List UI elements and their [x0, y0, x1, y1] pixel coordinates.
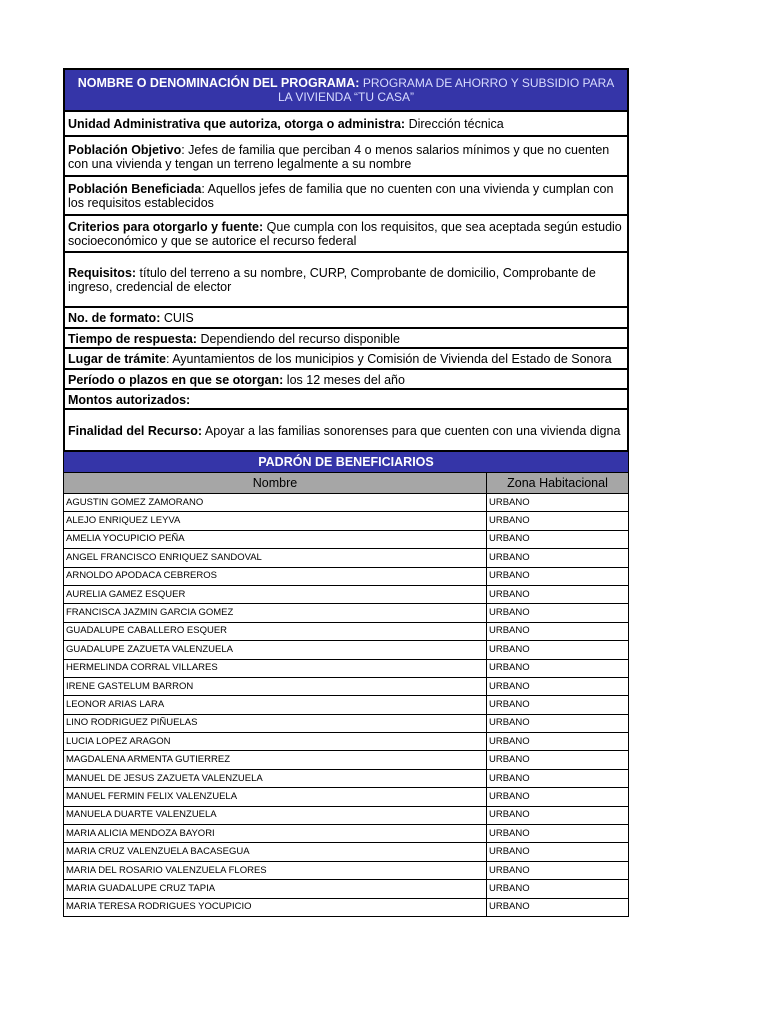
table-row: [64, 806, 629, 824]
beneficiaries-table: [63, 493, 629, 917]
beneficiary-zona: URBANO: [487, 696, 629, 714]
beneficiary-zona: URBANO: [487, 549, 629, 567]
field-finalidad: [63, 410, 629, 452]
table-row: [64, 567, 629, 585]
beneficiary-name: MARIA ALICIA MENDOZA BAYORI: [64, 825, 487, 843]
beneficiary-name: AMELIA YOCUPICIO PEÑA: [64, 530, 487, 548]
field-lugar: [63, 349, 629, 370]
table-row: [64, 659, 629, 677]
beneficiary-zona: URBANO: [487, 861, 629, 879]
table-row: [64, 843, 629, 861]
beneficiary-name: LUCIA LOPEZ ARAGON: [64, 733, 487, 751]
field-value: Que cumpla con los requisitos, que sea aceptada según estudio socioeconómico y que se autorice el recurso federal: [68, 220, 622, 248]
field-requisitos: [63, 253, 629, 308]
beneficiary-name: MARIA DEL ROSARIO VALENZUELA FLORES: [64, 861, 487, 879]
field-label: Montos autorizados:: [68, 392, 191, 407]
beneficiary-name: MANUEL DE JESUS ZAZUETA VALENZUELA: [64, 769, 487, 787]
beneficiary-zona: URBANO: [487, 898, 629, 916]
field-value: título del terreno a su nombre, CURP, Comprobante de domicilio, Comprobante de ingreso, credencial de elector: [68, 266, 596, 294]
table-row: [64, 549, 629, 567]
field-label: Población Beneficiada: [68, 182, 202, 196]
table-row: [64, 733, 629, 751]
program-sheet: [63, 68, 629, 917]
beneficiary-name: LEONOR ARIAS LARA: [64, 696, 487, 714]
table-row: [64, 880, 629, 898]
table-row: [64, 788, 629, 806]
beneficiary-zona: URBANO: [487, 769, 629, 787]
beneficiary-zona: URBANO: [487, 880, 629, 898]
beneficiary-zona: URBANO: [487, 825, 629, 843]
field-value: : Aquellos jefes de familia que no cuenten con una vivienda y cumplan con los requisitos establecidos: [68, 182, 614, 210]
beneficiary-name: MARIA CRUZ VALENZUELA BACASEGUA: [64, 843, 487, 861]
field-poblacion-objetivo: [63, 137, 629, 177]
beneficiary-name: ARNOLDO APODACA CEBREROS: [64, 567, 487, 585]
beneficiary-zona: URBANO: [487, 659, 629, 677]
beneficiary-zona: URBANO: [487, 733, 629, 751]
beneficiary-zona: URBANO: [487, 843, 629, 861]
field-label: Período o plazos en que se otorgan:: [68, 372, 284, 387]
beneficiary-name: HERMELINDA CORRAL VILLARES: [64, 659, 487, 677]
field-tiempo: [63, 329, 629, 349]
table-row: [64, 825, 629, 843]
beneficiary-zona: URBANO: [487, 494, 629, 512]
table-row: [64, 641, 629, 659]
beneficiary-zona: URBANO: [487, 567, 629, 585]
field-value: : Jefes de familia que perciban 4 o menos salarios mínimos y que no cuenten con una vivienda y tengan un terreno legalmente a su nombre: [68, 142, 610, 171]
table-row: [64, 769, 629, 787]
beneficiary-name: LINO RODRIGUEZ PIÑUELAS: [64, 714, 487, 732]
table-row: [64, 751, 629, 769]
field-unidad: [63, 112, 629, 137]
beneficiary-zona: URBANO: [487, 751, 629, 769]
beneficiary-zona: URBANO: [487, 714, 629, 732]
beneficiary-name: MANUEL FERMIN FELIX VALENZUELA: [64, 788, 487, 806]
beneficiary-name: MAGDALENA ARMENTA GUTIERREZ: [64, 751, 487, 769]
beneficiary-zona: URBANO: [487, 530, 629, 548]
beneficiary-name: MARIA GUADALUPE CRUZ TAPIA: [64, 880, 487, 898]
table-row: [64, 696, 629, 714]
beneficiary-zona: URBANO: [487, 512, 629, 530]
column-nombre: Nombre: [64, 473, 487, 493]
beneficiary-name: ANGEL FRANCISCO ENRIQUEZ SANDOVAL: [64, 549, 487, 567]
field-label: Población Objetivo: [68, 142, 182, 157]
beneficiary-zona: URBANO: [487, 622, 629, 640]
beneficiary-name: AGUSTIN GOMEZ ZAMORANO: [64, 494, 487, 512]
beneficiary-name: ALEJO ENRIQUEZ LEYVA: [64, 512, 487, 530]
field-label: Finalidad del Recurso:: [68, 423, 203, 438]
beneficiary-name: AURELIA GAMEZ ESQUER: [64, 585, 487, 603]
padron-title: PADRÓN DE BENEFICIARIOS: [63, 452, 629, 473]
field-label: Tiempo de respuesta:: [68, 331, 197, 346]
field-value: Dependiendo del recurso disponible: [200, 331, 400, 346]
padron-column-header: [63, 473, 629, 493]
table-row: [64, 494, 629, 512]
beneficiary-name: GUADALUPE ZAZUETA VALENZUELA: [64, 641, 487, 659]
field-value: los 12 meses del año: [286, 372, 405, 387]
field-value: Apoyar a las familias sonorenses para que cuenten con una vivienda digna: [204, 423, 621, 438]
program-header-text: [73, 76, 619, 104]
field-criterios: [63, 216, 629, 253]
beneficiary-zona: URBANO: [487, 806, 629, 824]
column-zona: Zona Habitacional: [507, 476, 608, 490]
beneficiary-zona: URBANO: [487, 641, 629, 659]
field-montos: [63, 390, 629, 410]
table-row: [64, 677, 629, 695]
beneficiary-zona: URBANO: [487, 788, 629, 806]
table-row: [64, 512, 629, 530]
beneficiary-zona: URBANO: [487, 604, 629, 622]
program-name-value: PROGRAMA DE AHORRO Y SUBSIDIO PARA LA VIVIENDA “TU CASA”: [277, 76, 615, 104]
beneficiary-name: FRANCISCA JAZMIN GARCIA GOMEZ: [64, 604, 487, 622]
table-row: [64, 714, 629, 732]
field-label: Criterios para otorgarlo y fuente:: [68, 220, 264, 234]
beneficiary-name: IRENE GASTELUM BARRON: [64, 677, 487, 695]
field-label: Lugar de trámite: [68, 352, 166, 366]
field-formato: [63, 308, 629, 329]
beneficiary-name: GUADALUPE CABALLERO ESQUER: [64, 622, 487, 640]
field-value: : Ayuntamientos de los municipios y Comisión de Vivienda del Estado de Sonora: [165, 352, 612, 366]
table-row: [64, 622, 629, 640]
program-name-label: NOMBRE O DENOMINACIÓN DEL PROGRAMA:: [77, 76, 360, 90]
beneficiary-zona: URBANO: [487, 585, 629, 603]
table-row: [64, 530, 629, 548]
field-label: Unidad Administrativa que autoriza, otorga o administra:: [68, 117, 406, 131]
field-value: Dirección técnica: [408, 117, 504, 131]
table-row: [64, 861, 629, 879]
field-label: No. de formato:: [68, 311, 161, 325]
program-header: [63, 68, 629, 112]
beneficiary-name: MARIA TERESA RODRIGUES YOCUPICIO: [64, 898, 487, 916]
table-row: [64, 585, 629, 603]
field-value: CUIS: [163, 311, 194, 325]
field-label: Requisitos:: [68, 266, 137, 280]
field-periodo: [63, 370, 629, 390]
field-poblacion-beneficiada: [63, 177, 629, 216]
beneficiary-zona: URBANO: [487, 677, 629, 695]
table-row: [64, 604, 629, 622]
beneficiary-name: MANUELA DUARTE VALENZUELA: [64, 806, 487, 824]
table-row: [64, 898, 629, 916]
